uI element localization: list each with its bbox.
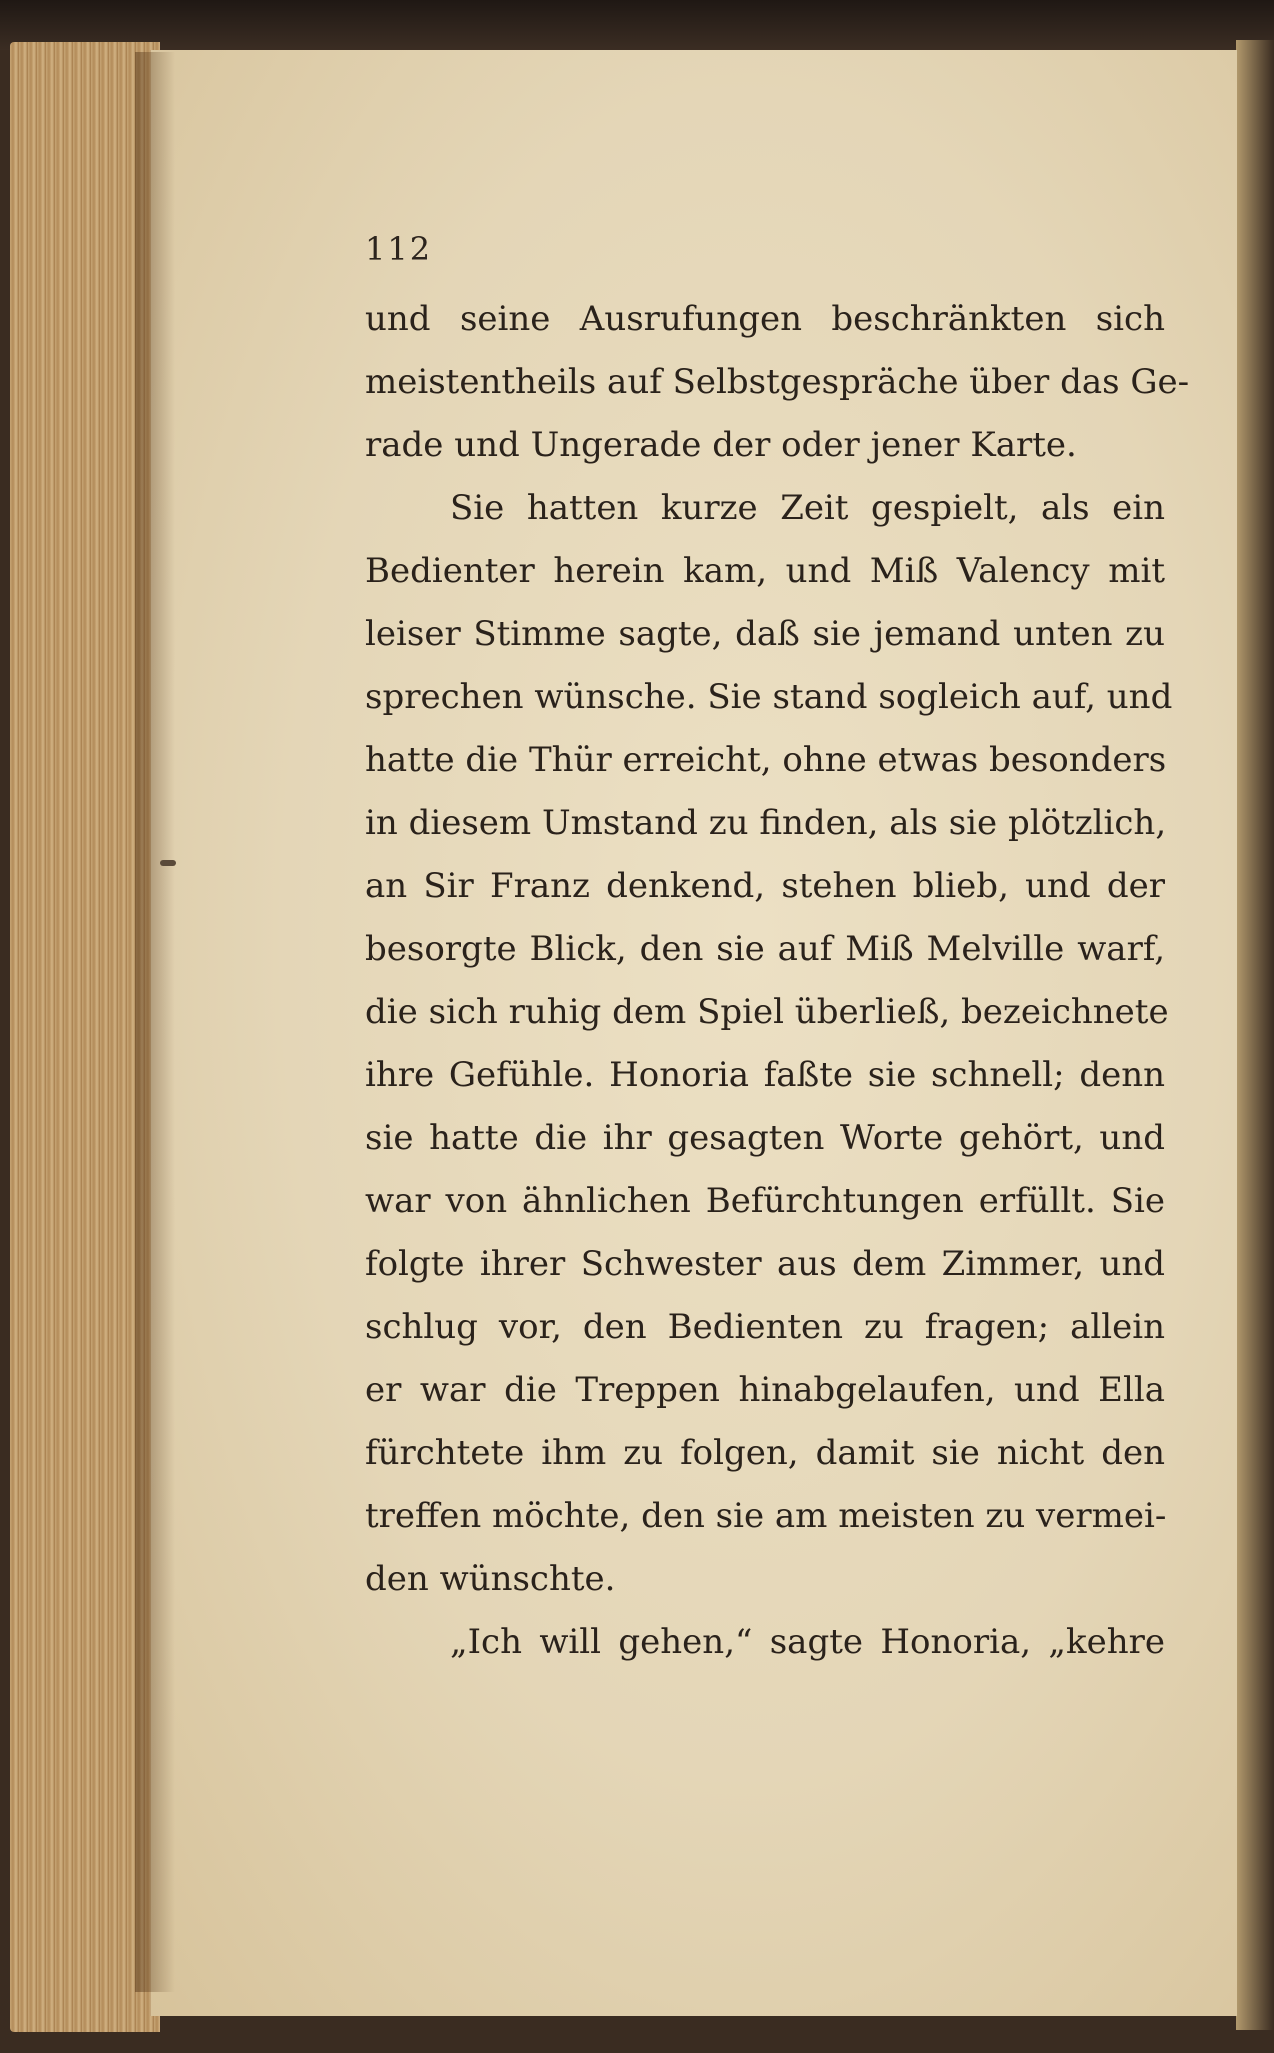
text-line: sprechen wünsche. Sie stand sogleich auf, und — [365, 677, 1173, 717]
text-line: sie hatte die ihr gesagten Worte gehört, und — [365, 1118, 1165, 1158]
text-line: treffen möchte, den sie am meisten zu vermei- — [365, 1496, 1167, 1536]
text-line: „Ich will gehen,“ sagte Honoria, „kehre — [450, 1622, 1165, 1662]
text-line: schlug vor, den Bedienten zu fragen; allein — [365, 1307, 1165, 1347]
text-line: und seine Ausrufungen beschränkten sich — [365, 299, 1165, 339]
text-line: folgte ihrer Schwester aus dem Zimmer, und — [365, 1244, 1165, 1284]
ink-mark — [160, 860, 176, 866]
gutter-shadow — [135, 52, 175, 1992]
binding-shadow — [0, 0, 1274, 50]
text-line: ihre Gefühle. Honoria faßte sie schnell; denn — [365, 1055, 1165, 1095]
page-number: 112 — [365, 230, 433, 268]
text-line: in diesem Umstand zu finden, als sie plötzlich, — [365, 803, 1167, 843]
text-line: meistentheils auf Selbstgespräche über das Ge- — [365, 362, 1190, 402]
text-line: besorgte Blick, den sie auf Miß Melville warf, — [365, 929, 1165, 969]
text-line: Sie hatten kurze Zeit gespielt, als ein — [450, 488, 1165, 528]
text-line: an Sir Franz denkend, stehen blieb, und der — [365, 866, 1165, 906]
text-line: fürchtete ihm zu folgen, damit sie nicht den — [365, 1433, 1165, 1473]
text-line: leiser Stimme sagte, daß sie jemand unten zu — [365, 614, 1165, 654]
text-line: war von ähnlichen Befürchtungen erfüllt. Sie — [365, 1181, 1165, 1221]
text-line: rade und Ungerade der oder jener Karte. — [365, 425, 1077, 465]
text-line: hatte die Thür erreicht, ohne etwas besonders — [365, 740, 1167, 780]
text-line: Bedienter herein kam, und Miß Valency mit — [365, 551, 1165, 591]
body-text — [365, 288, 1190, 1674]
text-line: die sich ruhig dem Spiel überließ, bezeichnete — [365, 992, 1169, 1032]
right-page-edge — [1236, 40, 1274, 2030]
text-line: er war die Treppen hinabgelaufen, und Ella — [365, 1370, 1165, 1410]
text-line: den wünschte. — [365, 1559, 616, 1599]
